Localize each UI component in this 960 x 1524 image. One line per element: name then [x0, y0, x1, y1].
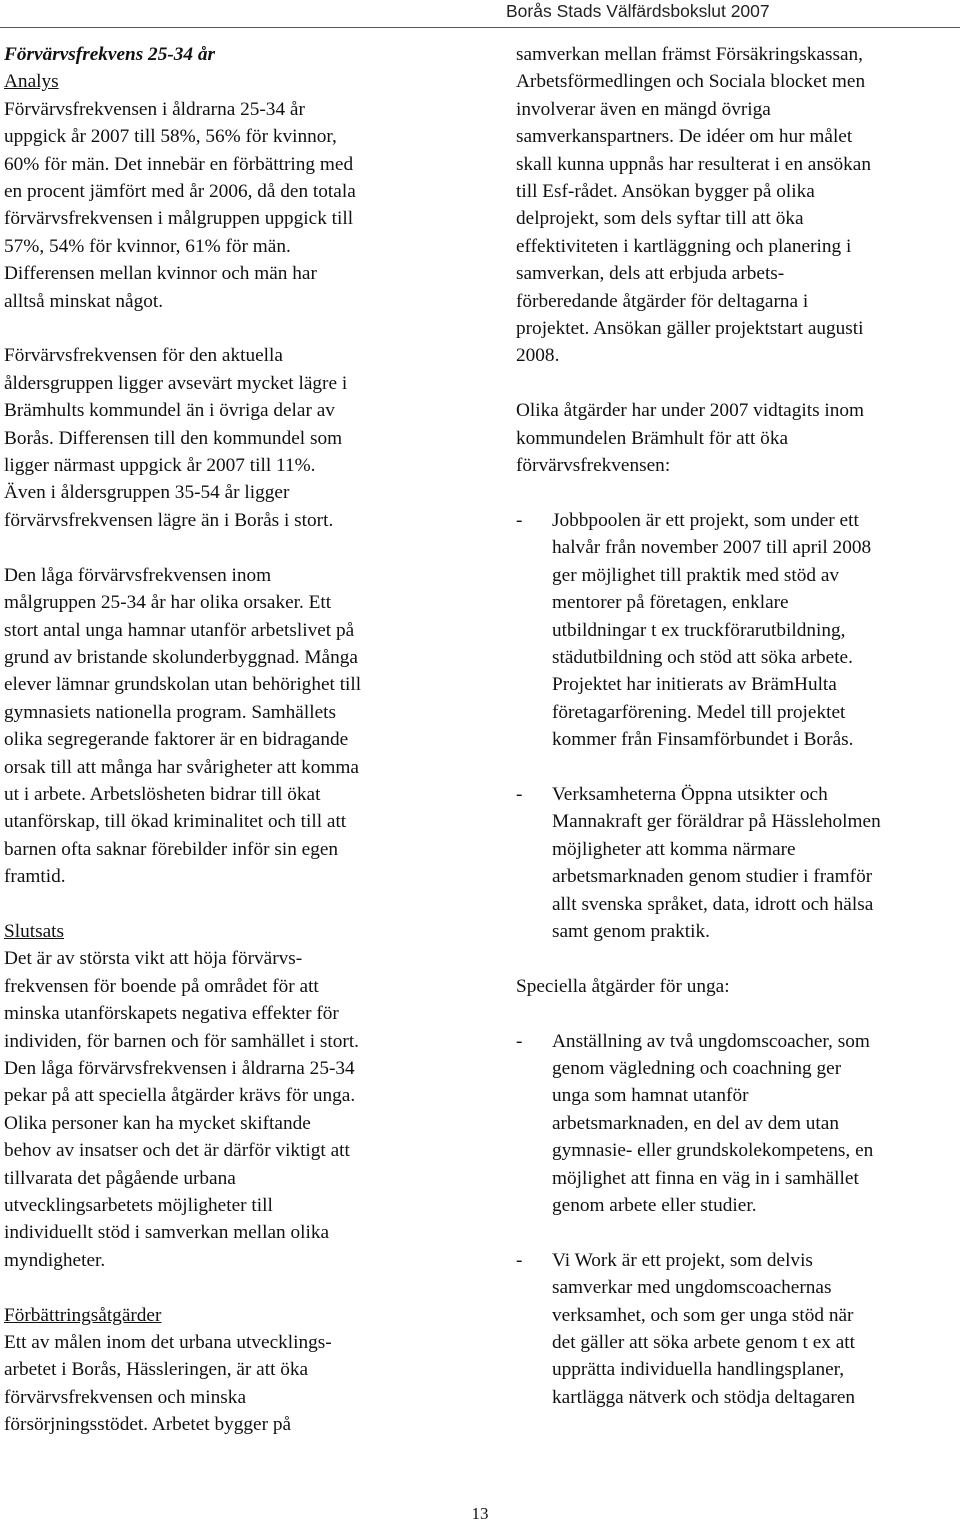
- text-line: projektet. Ansökan gäller projektstart augusti: [516, 318, 864, 340]
- text-line: barnen ofta saknar förebilder inför sin egen: [4, 838, 339, 860]
- text-line: genom arbete eller studier.: [552, 1194, 757, 1216]
- text-line: arbetsmarknaden, en del av dem utan: [552, 1112, 839, 1134]
- bullet-item: [516, 1028, 960, 1220]
- text-line: åldersgruppen ligger avsevärt mycket lägre i: [4, 372, 348, 394]
- text-line: samverkanspartners. De idéer om hur målet: [516, 126, 853, 148]
- text-line: kommer från Finsamförbundet i Borås.: [552, 729, 854, 751]
- bullet-marker: -: [516, 1249, 523, 1271]
- text-line: orsak till att många har svårigheter att komma: [4, 756, 359, 778]
- text-line: Mannakraft ger föräldrar på Hässleholmen: [552, 811, 881, 833]
- text-line: olika segregerande faktorer är en bidragande: [4, 729, 349, 751]
- text-line: grund av bristande skolunderbyggnad. Många: [4, 646, 358, 668]
- text-line: effektiviteten i kartläggning och planering i: [516, 235, 852, 257]
- text-line: Olika personer kan ha mycket skiftande: [4, 1112, 311, 1134]
- text-line: Förvärvsfrekvensen i åldrarna 25-34 år: [4, 98, 305, 120]
- section-title: Förvärvsfrekvens 25-34 år: [4, 44, 216, 65]
- bullet-list: [516, 507, 960, 945]
- text-line: utvecklingsarbetets möjligheter till: [4, 1195, 273, 1217]
- text-line: involverar även en mängd övriga: [516, 98, 771, 120]
- text-line: förvärvsfrekvensen:: [516, 455, 671, 477]
- text-line: behov av insatser och det är därför viktigt att: [4, 1140, 350, 1162]
- text-line: gymnasiets nationella program. Samhällets: [4, 701, 336, 723]
- text-line: Arbetsförmedlingen och Sociala blocket men: [516, 71, 866, 93]
- text-line: Verksamheterna Öppna utsikter och: [552, 783, 828, 805]
- paragraph: [4, 1329, 482, 1439]
- text-line: delprojekt, som dels syftar till att öka: [516, 208, 804, 230]
- text-line: Brämhults kommundel än i övriga delar av: [4, 400, 335, 422]
- text-line: unga som hamnat utanför: [552, 1085, 749, 1107]
- text-line: Differensen mellan kvinnor och män har: [4, 263, 317, 285]
- paragraph: [516, 973, 960, 1000]
- text-line: Den låga förvärvsfrekvensen i åldrarna 25-34: [4, 1057, 355, 1079]
- bullet-list: [516, 1028, 960, 1412]
- text-line: myndigheter.: [4, 1249, 106, 1271]
- text-line: alltså minskat något.: [4, 290, 164, 312]
- bullet-item: [516, 781, 960, 945]
- text-line: Den låga förvärvsfrekvensen inom: [4, 564, 272, 586]
- bullet-item: [516, 507, 960, 754]
- text-line: Ett av målen inom det urbana utvecklings-: [4, 1332, 332, 1354]
- text-line: ligger närmast uppgick år 2007 till 11%.: [4, 455, 316, 477]
- text-line: tillvarata det pågående urbana: [4, 1167, 236, 1189]
- text-line: arbetet i Borås, Hässleringen, är att öka: [4, 1359, 309, 1381]
- text-line: Olika åtgärder har under 2007 vidtagits inom: [516, 400, 865, 422]
- text-line: förvärvsfrekvensen lägre än i Borås i stort.: [4, 509, 334, 531]
- text-line: företagarförening. Medel till projektet: [552, 701, 846, 723]
- text-line: genom vägledning och coachning ger: [552, 1057, 842, 1079]
- text-line: utanförskap, till ökad kriminalitet och till att: [4, 811, 347, 833]
- text-line: samverkar med ungdomscoachernas: [552, 1277, 832, 1299]
- text-line: arbetsmarknaden genom studier i framför: [552, 866, 873, 888]
- text-line: målgruppen 25-34 år har olika orsaker. Ett: [4, 592, 332, 614]
- text-line: möjlighet att finna en väg in i samhället: [552, 1167, 859, 1189]
- paragraph: [516, 41, 960, 370]
- text-line: förberedande åtgärder för deltagarna i: [516, 290, 809, 312]
- forbattringsatgarder-heading: Förbättringsåtgärder: [4, 1304, 162, 1326]
- text-line: samverkan mellan främst Försäkringskassan,: [516, 44, 863, 65]
- text-line: utbildningar t ex truckförarutbildning,: [552, 619, 846, 641]
- slutsats-heading: Slutsats: [4, 920, 64, 942]
- text-line: uppgick år 2007 till 58%, 56% för kvinnor,: [4, 126, 337, 148]
- bullet-item: [516, 1247, 960, 1411]
- text-line: samt genom praktik.: [552, 920, 710, 942]
- text-line: Projektet har initierats av BrämHulta: [552, 674, 837, 696]
- text-line: individuellt stöd i samverkan mellan olika: [4, 1222, 330, 1244]
- text-line: Även i åldersgruppen 35-54 år ligger: [4, 482, 290, 504]
- paragraph: [4, 945, 482, 1274]
- text-line: skall kunna uppnås har resulterat i en ansökan: [516, 153, 871, 175]
- text-line: elever lämnar grundskolan utan behörighet till: [4, 674, 362, 696]
- text-line: Anställning av två ungdomscoacher, som: [552, 1030, 870, 1052]
- text-line: möjligheter att komma närmare: [552, 838, 796, 860]
- text-line: Vi Work är ett projekt, som delvis: [552, 1249, 813, 1271]
- text-line: mentorer på företagen, enklare: [552, 592, 789, 614]
- text-line: försörjningsstödet. Arbetet bygger på: [4, 1414, 292, 1436]
- text-line: stort antal unga hamnar utanför arbetslivet på: [4, 619, 355, 641]
- text-line: Förvärvsfrekvensen för den aktuella: [4, 345, 283, 367]
- text-line: ut i arbete. Arbetslösheten bidrar till ökat: [4, 783, 321, 805]
- bullet-marker: -: [516, 783, 523, 805]
- left-column: [4, 41, 482, 1466]
- text-line: halvår från november 2007 till april 2008: [552, 537, 872, 559]
- paragraph: [4, 562, 482, 891]
- text-line: det gäller att söka arbete genom t ex att: [552, 1332, 856, 1353]
- text-line: Borås. Differensen till den kommundel som: [4, 427, 343, 449]
- right-column: [516, 41, 960, 1439]
- text-line: allt svenska språket, data, idrott och hälsa: [552, 893, 874, 915]
- page-number: 13: [471, 1504, 489, 1523]
- running-header: Borås Stads Välfärdsbokslut 2007: [506, 1, 770, 21]
- text-line: individen, för barnen och för samhället i stort.: [4, 1030, 359, 1052]
- text-line: städutbildning och stöd att söka arbete.: [552, 646, 853, 668]
- text-line: gymnasie- eller grundskolekompetens, en: [552, 1140, 874, 1162]
- text-line: verksamhet, och som ger unga stöd när: [552, 1304, 854, 1326]
- paragraph: [4, 96, 482, 315]
- text-line: pekar på att speciella åtgärder krävs för unga.: [4, 1085, 356, 1107]
- bullet-marker: -: [516, 509, 523, 531]
- text-line: kartlägga nätverk och stödja deltagaren: [552, 1386, 856, 1408]
- text-line: förvärvsfrekvensen i målgruppen uppgick till: [4, 208, 354, 230]
- header-rule: [0, 27, 960, 28]
- text-line: förvärvsfrekvensen och minska: [4, 1386, 247, 1408]
- text-line: Det är av största vikt att höja förvärvs-: [4, 948, 303, 970]
- text-line: minska utanförskapets negativa effekter för: [4, 1003, 339, 1025]
- text-line: ger möjlighet till praktik med stöd av: [552, 564, 840, 586]
- text-line: kommundelen Brämhult för att öka: [516, 427, 789, 449]
- text-line: frekvensen för boende på området för att: [4, 975, 319, 997]
- analys-heading: Analys: [4, 71, 59, 93]
- text-line: framtid.: [4, 866, 66, 888]
- text-line: samverkan, dels att erbjuda arbets-: [516, 263, 785, 285]
- text-line: Jobbpoolen är ett projekt, som under ett: [552, 509, 859, 531]
- text-line: till Esf-rådet. Ansökan bygger på olika: [516, 181, 815, 203]
- text-line: upprätta individuella handlingsplaner,: [552, 1359, 845, 1381]
- text-line: 60% för män. Det innebär en förbättring med: [4, 153, 354, 175]
- text-line: Speciella åtgärder för unga:: [516, 975, 730, 997]
- paragraph: [4, 342, 482, 534]
- text-line: en procent jämfört med år 2006, då den totala: [4, 181, 356, 203]
- text-line: 57%, 54% för kvinnor, 61% för män.: [4, 235, 291, 257]
- text-line: 2008.: [516, 345, 560, 367]
- bullet-marker: -: [516, 1030, 523, 1052]
- paragraph: [516, 397, 960, 479]
